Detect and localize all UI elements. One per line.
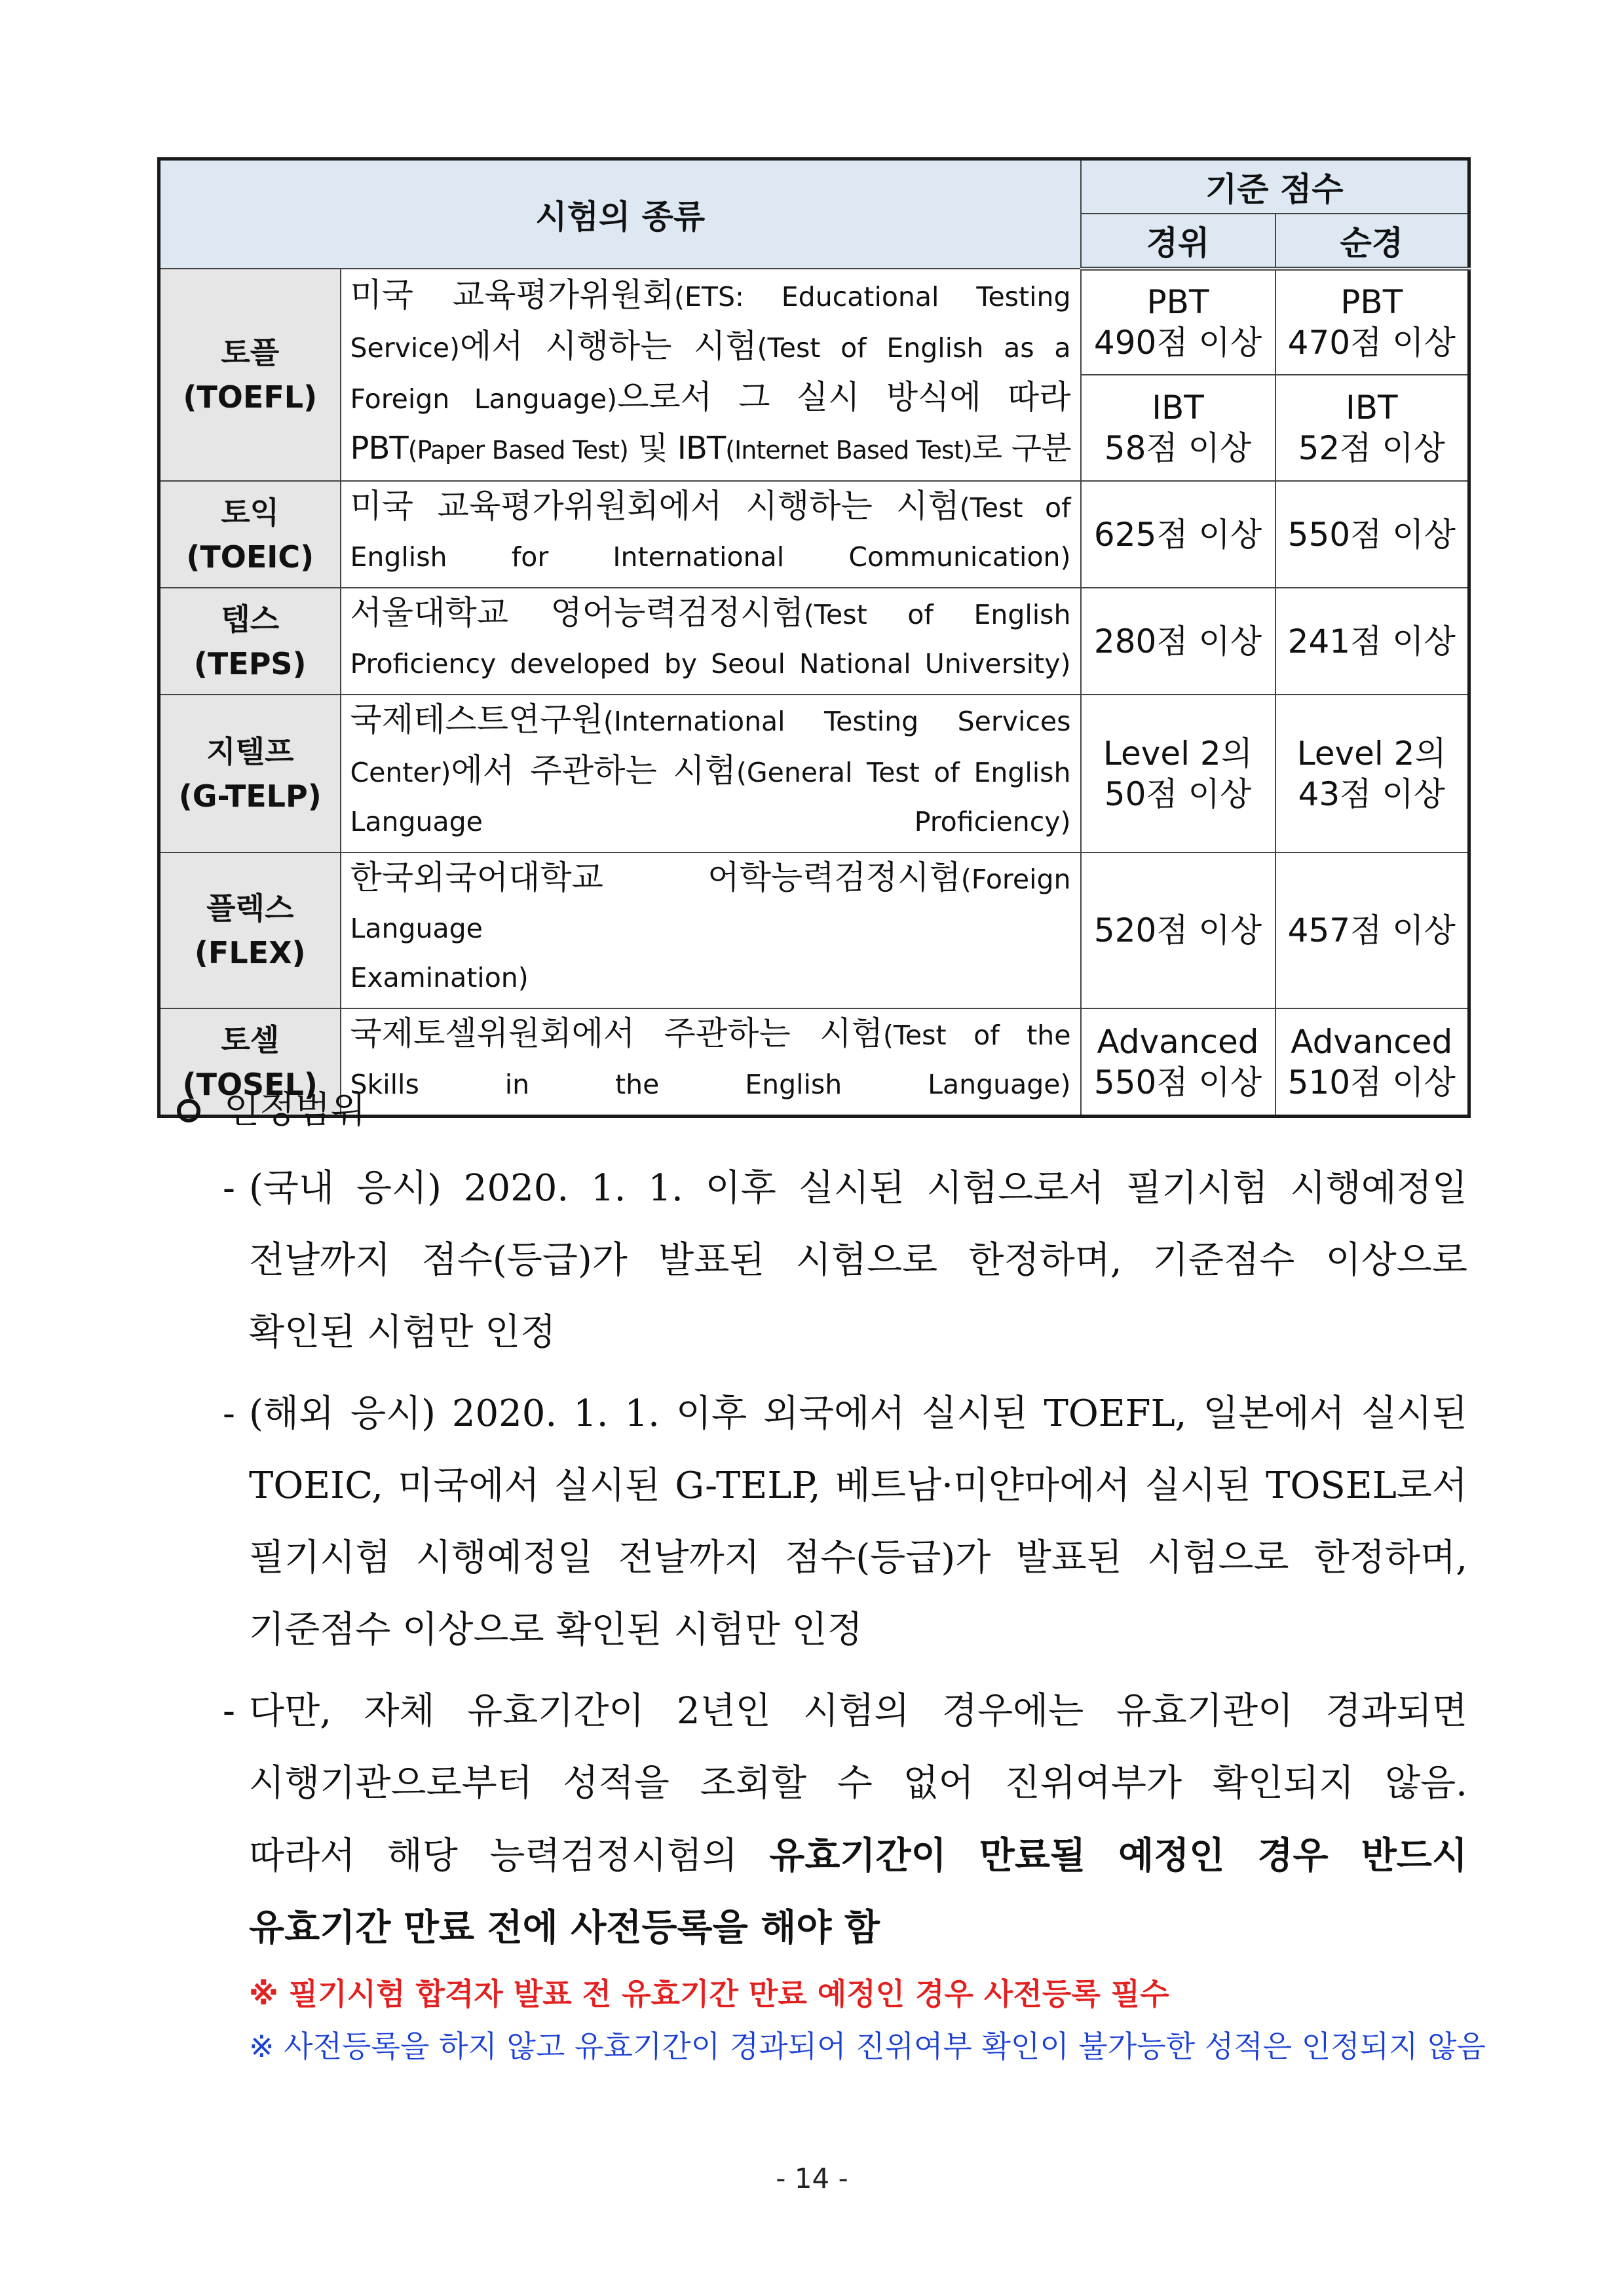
score-police-tosel: Advanced 550점 이상 xyxy=(1081,1008,1275,1117)
header-exam-type: 시험의 종류 xyxy=(159,159,1081,269)
score-police-toeic: 625점 이상 xyxy=(1081,481,1275,588)
item-domestic: - (국내 응시) 2020. 1. 1. 이후 실시된 시험으로서 필기시험 시행예정일 전날까지 점수(등급)가 발표된 시험으로 한정하며, 기준점수 이상으로 확인된 시험만 인정 xyxy=(249,1153,1467,1369)
score-police-toefl-ibt: IBT 58점 이상 xyxy=(1081,375,1275,481)
exam-desc-flex: 한국외국어대학교 어학능력검정시험(Foreign Language Examination) xyxy=(341,852,1081,1008)
header-standard-score: 기준 점수 xyxy=(1081,159,1469,214)
item-overseas: - (해외 응시) 2020. 1. 1. 이후 외국에서 실시된 TOEFL, 일본에서 실시된 TOEIC, 미국에서 실시된 G-TELP, 베트남·미얀마에서 실시된 TOSEL로서 필기시험 시행예정일 전날까지 점수(등급)가 발표된 시험으로 한정하며, 기준점수 이상으로 확인된 시험만 인정 xyxy=(249,1378,1467,1666)
recognition-scope-section xyxy=(157,1078,1486,2073)
dash-bullet: - xyxy=(223,1167,235,1210)
exam-desc-tosel: 국제토셀위원회에서 주관하는 시험(Test of the Skills in the English Language) xyxy=(341,1008,1081,1117)
score-constable-teps: 241점 이상 xyxy=(1275,588,1469,695)
score-police-gtelp: Level 2의 50점 이상 xyxy=(1081,695,1275,852)
validity-line-4: 유효기간 만료 전에 사전등록을 해야 함 xyxy=(249,1906,880,1949)
exam-name-toeic: 토익 (TOEIC) xyxy=(159,481,341,588)
score-constable-tosel: Advanced 510점 이상 xyxy=(1275,1008,1469,1117)
item-validity: - 다만, 자체 유효기간이 2년인 시험의 경우에는 유효기관이 경과되면 시행기관으로부터 성적을 조회할 수 없어 진위여부가 확인되지 않음. 따라서 해당 능력검정시험의 유효기간이 만료될 예정인 경우 반드시 유효기간 만료 전에 사전등록을 해야 함 xyxy=(249,1675,1467,1964)
score-constable-toefl-pbt: PBT 470점 이상 xyxy=(1275,269,1469,375)
header-police-lieutenant: 경위 xyxy=(1081,214,1275,269)
dash-bullet: - xyxy=(223,1392,235,1435)
dash-bullet: - xyxy=(223,1690,235,1732)
note-not-recognized: ※ 사전등록을 하지 않고 유효기간이 경과되어 진위여부 확인이 불가능한 성적은 인정되지 않음 xyxy=(249,2029,1486,2064)
score-constable-toefl-ibt: IBT 52점 이상 xyxy=(1275,375,1469,481)
exam-name-flex: 플렉스 (FLEX) xyxy=(159,852,341,1008)
score-constable-flex: 457점 이상 xyxy=(1275,852,1469,1008)
section-title: 인정범위 xyxy=(177,1078,1467,1143)
exam-desc-gtelp: 국제테스트연구원(International Testing Services Center)에서 주관하는 시험(General Test of English Language Proficiency) xyxy=(341,695,1081,852)
exam-name-toefl: 토플 (TOEFL) xyxy=(159,269,341,481)
exam-name-tosel: 토셀 (TOSEL) xyxy=(159,1008,341,1117)
validity-line-3: 따라서 해당 능력검정시험의 유효기간이 만료될 예정인 경우 반드시 xyxy=(249,1834,1467,1877)
header-constable: 순경 xyxy=(1275,214,1469,269)
exam-desc-teps: 서울대학교 영어능력검정시험(Test of English Proficiency developed by Seoul National University) xyxy=(341,588,1081,695)
page-number: - 14 - xyxy=(776,2162,848,2194)
exam-desc-toefl: 미국 교육평가위원회(ETS: Educational Testing Service)에서 시행하는 시험(Test of English as a Foreign Language)으로서 그 실시 방식에 따라 PBT(Paper Based Test) 및 IBT(Internet Based Test)로 구분 xyxy=(341,269,1081,481)
score-constable-gtelp: Level 2의 43점 이상 xyxy=(1275,695,1469,852)
exam-criteria-table xyxy=(157,157,1471,1118)
score-constable-toeic: 550점 이상 xyxy=(1275,481,1469,588)
circle-bullet-icon xyxy=(177,1099,200,1122)
exam-name-teps: 텝스 (TEPS) xyxy=(159,588,341,695)
exam-name-gtelp: 지텔프 (G-TELP) xyxy=(159,695,341,852)
score-police-toefl-pbt: PBT 490점 이상 xyxy=(1081,269,1275,375)
note-required-preregistration: ※ 필기시험 합격자 발표 전 유효기간 만료 예정인 경우 사전등록 필수 xyxy=(249,1976,1169,2012)
exam-desc-toeic: 미국 교육평가위원회에서 시행하는 시험(Test of English for International Communication) xyxy=(341,481,1081,588)
score-police-flex: 520점 이상 xyxy=(1081,852,1275,1008)
score-police-teps: 280점 이상 xyxy=(1081,588,1275,695)
